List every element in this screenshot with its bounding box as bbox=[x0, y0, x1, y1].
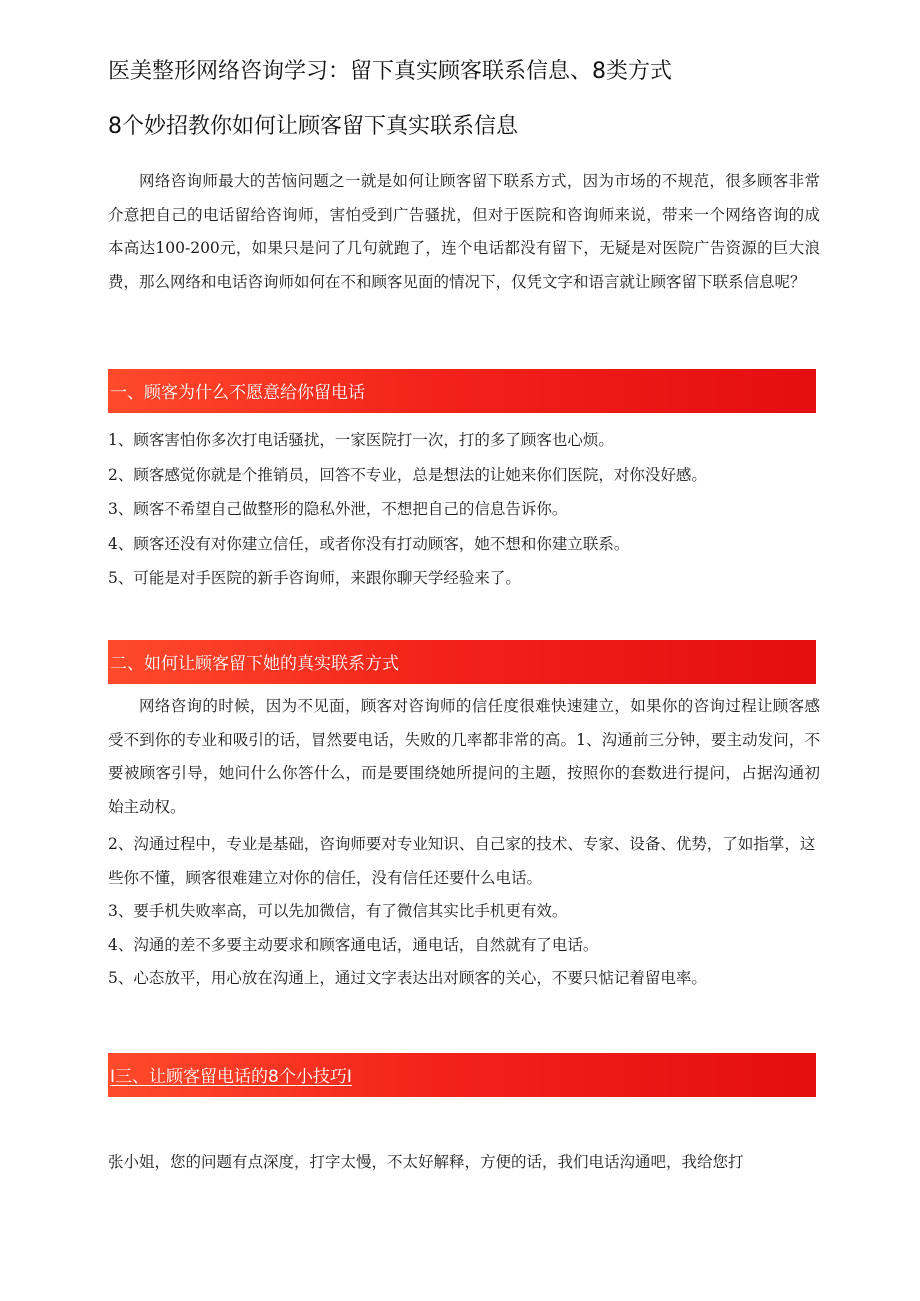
list-item: 4、顾客还没有对你建立信任，或者你没有打动顾客，她不想和你建立联系。 bbox=[108, 534, 630, 553]
list-item: 5、可能是对手医院的新手咨询师，来跟你聊天学经验来了。 bbox=[108, 569, 521, 587]
list-item: 1、顾客害怕你多次打电话骚扰，一家医院打一次，打的多了顾客也心烦。 bbox=[108, 431, 614, 449]
section-2-list bbox=[108, 828, 820, 996]
section-3-text: 张小姐，您的问题有点深度，打字太慢，不太好解释，方便的话，我们电话沟通吧，我给您打 bbox=[108, 1153, 744, 1171]
list-item: 2、沟通过程中，专业是基础，咨询师要对专业知识、自己家的技术、专家、设备、优势，了如指掌，这些你不懂，顾客很难建立对你的信任，没有信任还要什么电话。 bbox=[108, 835, 816, 887]
section-2-intro: 网络咨询的时候，因为不见面，顾客对咨询师的信任度很难快速建立，如果你的咨询过程让顾客感受不到你的专业和吸引的话，冒然要电话，失败的几率都非常的高。1、沟通前三分钟，要主动发问，不要被顾客引导，她问什么你答什么，而是要围绕她所提问的主题，按照你的套数进行提问，占据沟通初始主动权。 bbox=[108, 697, 820, 816]
section-1-list bbox=[108, 423, 820, 596]
section-3-heading: I三、让顾客留电话的8个小技巧I bbox=[110, 1067, 352, 1087]
list-item: 3、顾客不希望自己做整形的隐私外泄，不想把自己的信息告诉你。 bbox=[108, 500, 568, 518]
list-item: 5、心态放平，用心放在沟通上，通过文字表达出对顾客的关心，不要只惦记着留电率。 bbox=[108, 969, 707, 987]
list-item: 4、沟通的差不多要主动要求和顾客通电话，通电话，自然就有了电话。 bbox=[108, 935, 599, 954]
document-subtitle: 8个妙招教你如何让顾客留下真实联系信息 bbox=[108, 114, 518, 139]
section-2-banner bbox=[108, 640, 816, 684]
section-1-heading: 一、顾客为什么不愿意给你留电话 bbox=[110, 383, 365, 403]
section-1-banner bbox=[108, 369, 816, 413]
list-item: 3、要手机失败率高，可以先加微信，有了微信其实比手机更有效。 bbox=[108, 902, 568, 920]
section-2-heading: 二、如何让顾客留下她的真实联系方式 bbox=[110, 654, 399, 674]
list-item: 2、顾客感觉你就是个推销员，回答不专业，总是想法的让她来你们医院，对你没好感。 bbox=[108, 465, 707, 484]
section-3-banner bbox=[108, 1053, 816, 1097]
intro-paragraph: 网络咨询师最大的苦恼问题之一就是如何让顾客留下联系方式，因为市场的不规范，很多顾客非常介意把自己的电话留给咨询师，害怕受到广告骚扰，但对于医院和咨询师来说，带来一个网络咨询的成本高达100-200元，如果只是问了几句就跑了，连个电话都没有留下，无疑是对医院广告资源的巨大浪费，那么网络和电话咨询师如何在不和顾客见面的情况下，仅凭文字和语言就让顾客留下联系信息呢？ bbox=[108, 172, 820, 291]
document-title: 医美整形网络咨询学习：留下真实顾客联系信息、8类方式 bbox=[108, 59, 672, 84]
